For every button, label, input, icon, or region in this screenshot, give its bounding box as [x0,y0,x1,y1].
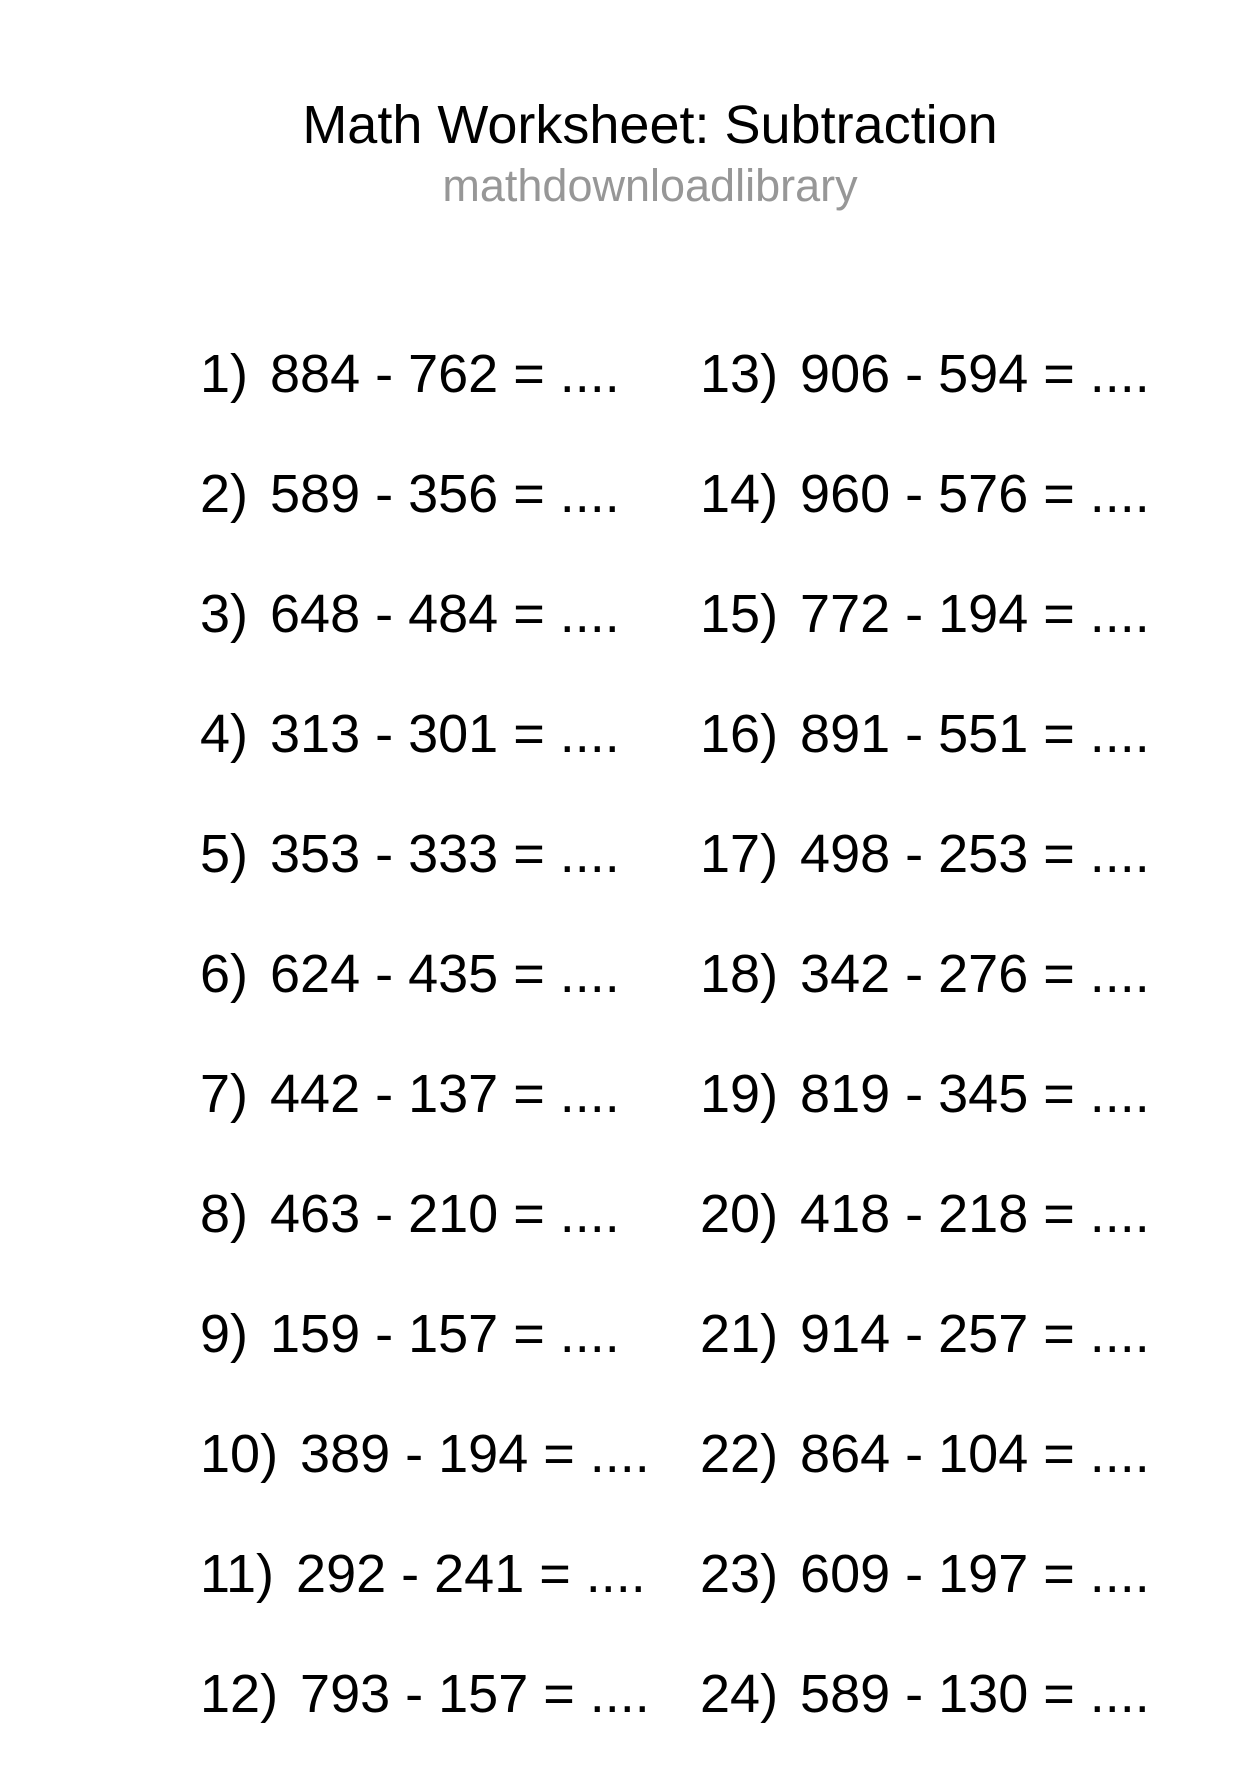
problem-number: 18) [700,944,779,1004]
problem-number: 12) [200,1664,279,1724]
problem-expression: 864 - 104 = .... [800,1424,1150,1484]
problem-number: 3) [200,584,249,644]
problem-number: 16) [700,704,779,764]
problem-number: 1) [200,344,249,404]
problem-expression: 884 - 762 = .... [270,344,620,404]
worksheet-header [60,0,1240,211]
problem-number: 6) [200,944,249,1004]
problem-number: 21) [700,1304,779,1364]
problem-expression: 498 - 253 = .... [800,824,1150,884]
problem-row [200,1304,650,1427]
problem-expression: 418 - 218 = .... [800,1184,1150,1244]
problem-expression: 609 - 197 = .... [800,1544,1150,1604]
problem-number: 17) [700,824,779,884]
problem-row [700,824,1150,947]
problem-expression: 442 - 137 = .... [270,1064,620,1124]
problem-expression: 906 - 594 = .... [800,344,1150,404]
problems-column-left [200,344,650,1787]
problem-expression: 960 - 576 = .... [800,464,1150,524]
problem-expression: 313 - 301 = .... [270,704,620,764]
problem-expression: 914 - 257 = .... [800,1304,1150,1364]
problem-expression: 463 - 210 = .... [270,1184,620,1244]
problem-row [700,584,1150,707]
problem-number: 24) [700,1664,779,1724]
problem-expression: 891 - 551 = .... [800,704,1150,764]
problem-row [200,1424,650,1547]
problem-number: 7) [200,1064,249,1124]
problem-row [700,944,1150,1067]
problem-number: 10) [200,1424,279,1484]
page-subtitle: mathdownloadlibrary [442,160,858,212]
problem-expression: 159 - 157 = .... [270,1304,620,1364]
problem-number: 19) [700,1064,779,1124]
problem-expression: 648 - 484 = .... [270,584,620,644]
problem-expression: 819 - 345 = .... [800,1064,1150,1124]
problem-row [700,464,1150,587]
problem-number: 2) [200,464,249,524]
problem-expression: 292 - 241 = .... [296,1544,646,1604]
problem-row [700,1304,1150,1427]
problems-column-right [700,344,1150,1787]
problem-row [700,1184,1150,1307]
problem-expression: 589 - 130 = .... [800,1664,1150,1724]
problem-expression: 353 - 333 = .... [270,824,620,884]
problem-number: 15) [700,584,779,644]
problem-row [700,1664,1150,1787]
problem-row [200,1184,650,1307]
problem-row [700,1424,1150,1547]
problem-number: 13) [700,344,779,404]
problem-expression: 793 - 157 = .... [300,1664,650,1724]
problem-row [200,464,650,587]
problem-row [200,344,650,467]
problem-row [700,1064,1150,1187]
problem-expression: 389 - 194 = .... [300,1424,650,1484]
page-title: Math Worksheet: Subtraction [302,95,998,155]
problem-number: 9) [200,1304,249,1364]
problem-row [200,824,650,947]
problem-expression: 772 - 194 = .... [800,584,1150,644]
problem-expression: 342 - 276 = .... [800,944,1150,1004]
problem-expression: 624 - 435 = .... [270,944,620,1004]
problem-number: 23) [700,1544,779,1604]
problem-number: 22) [700,1424,779,1484]
problem-row [700,704,1150,827]
problem-row [700,344,1150,467]
problem-row [200,584,650,707]
problem-row [200,1064,650,1187]
problem-row [700,1544,1150,1667]
problem-row [200,1544,650,1667]
problem-number: 20) [700,1184,779,1244]
problem-expression: 589 - 356 = .... [270,464,620,524]
problem-number: 4) [200,704,249,764]
problem-number: 8) [200,1184,249,1244]
problem-number: 11) [200,1544,275,1604]
problem-row [200,944,650,1067]
problem-number: 5) [200,824,249,884]
problem-row [200,1664,650,1787]
problem-row [200,704,650,827]
problem-number: 14) [700,464,779,524]
